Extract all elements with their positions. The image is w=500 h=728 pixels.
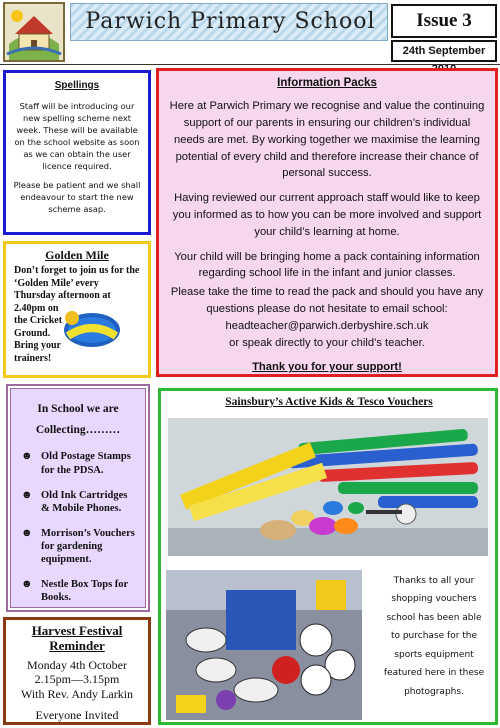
issue-number: Issue 3 [391,4,497,38]
information-packs-box [156,68,498,377]
spellings-para-1: Staff will be introducing our new spelling scheme next week. These will be available on the school website as soon as we can obtain the user licence required. [14,100,140,171]
info-para-3b: Please take the time to read the pack and should you have any questions please do not hesitate to email school: [170,286,484,316]
school-logo [3,2,65,62]
harvest-time: 2.15pm—3.15pm [34,672,120,687]
spellings-box [3,70,151,235]
collecting-box [10,388,146,608]
info-thanks: Thank you for your support! [252,361,402,374]
harvest-festival-box [3,617,151,725]
vouchers-text: Thanks to all your shopping vouchers school has been able to purchase for the sports equipment featured here in these photographs. [383,576,485,697]
harvest-date: Monday 4th October [27,657,127,672]
info-para-3a: Your child will be bringing home a pack containing information regarding school life in the infant and junior classes. [174,250,480,280]
smiley-icon: ☻ [21,578,33,591]
newsletter-title: Parwich Primary School [85,9,376,34]
golden-mile-heading: Golden Mile [45,248,109,262]
issue-date: 24th September [391,40,497,62]
list-item: ☻ Old Postage Stamps for the PDSA. [21,450,131,476]
list-item: ☻ Old Ink Cartridges & Mobile Phones. [21,488,128,514]
info-heading: Information Packs [277,77,377,89]
smiley-icon: ☻ [21,526,33,539]
list-item: ☻ Morrison’s Vouchers for gardening equipment. [21,526,135,566]
harvest-invite: Everyone Invited [35,708,119,723]
email-link[interactable]: headteacher@parwich.derbyshire.sch.uk [225,319,429,332]
sports-equipment-photo [168,418,488,556]
info-para-2: Having reviewed our current approach staff would like to keep you informed as to how you can be more involved and support your child’s learning at home. [172,192,482,238]
golden-mile-line-2: 2.40pm on the Cricket Ground. [14,302,63,339]
harvest-with: With Rev. Andy Larkin [20,686,134,701]
golden-mile-logo [62,306,122,350]
info-para-3c: or speak directly to your child’s teacher. [229,336,425,349]
balls-equipment-photo [166,570,362,720]
golden-mile-line-1: Don’t forget to join us for the ‘Golden Mile’ every Thursday afternoon at [14,265,140,301]
golden-mile-line-3: Bring your trainers! [14,340,61,364]
spellings-para-2: Please be patient and we shall endeavour to start the new scheme asap. [13,179,141,214]
harvest-heading: Harvest Festival Reminder [31,623,123,653]
header-divider [0,64,500,65]
collecting-heading: In School we are Collecting……… [35,403,121,436]
list-item: ☻ Nestle Box Tops for Books. [21,578,129,604]
vouchers-heading: Sainsbury’s Active Kids & Tesco Vouchers [225,396,433,408]
smiley-icon: ☻ [21,450,33,463]
smiley-icon: ☻ [21,488,33,501]
spellings-heading: Spellings [54,80,100,91]
info-para-1: Here at Parwich Primary we recognise and value the continuing support of our parents in ensuring our children’s individual needs are met. By working together we maximise the learning potential of every child and therefore increase their chance of personal success. [169,100,485,180]
